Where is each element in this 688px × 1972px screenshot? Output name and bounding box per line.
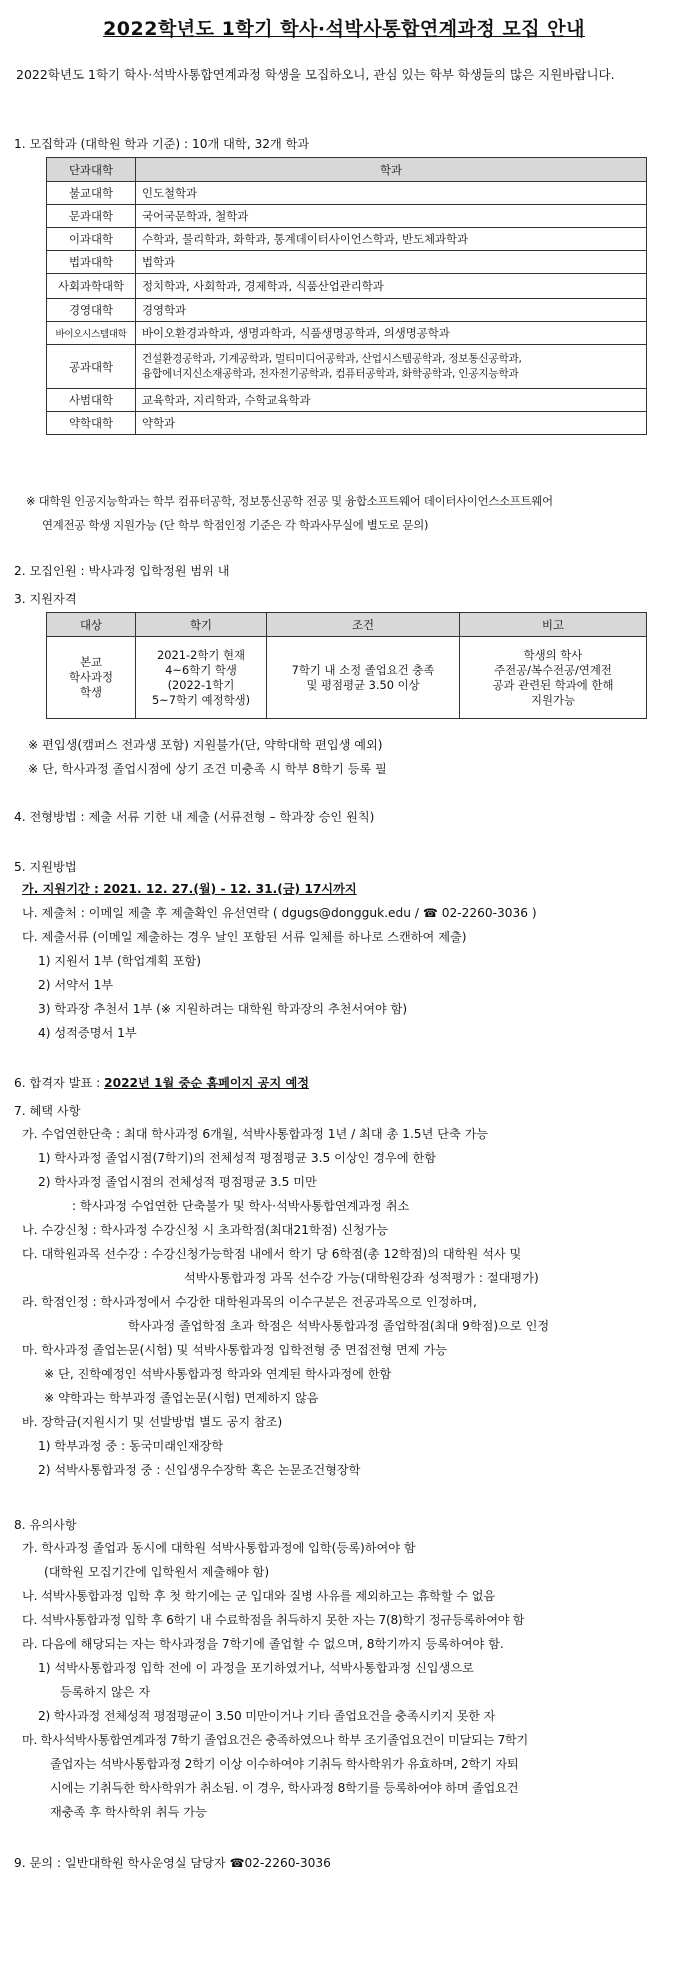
dept-line: 바이오환경과학과, 생명과학과, 식품생명공학과, 의생명공학과 [142,325,450,340]
benefit-line: 마. 학사과정 졸업논문(시험) 및 석박사통합과정 입학전형 중 면접전형 면제 가능 [22,1343,447,1357]
benefit-line: 석박사통합과정 과목 선수강 가능(대학원강좌 성적평가 : 절대평가) [184,1271,539,1285]
dept-line: 교육학과, 지리학과, 수학교육학과 [142,392,311,407]
caution-line: (대학원 모집기간에 입학원서 제출해야 함) [44,1565,270,1579]
announcement-label: 6. 합격자 발표 : [14,1076,105,1090]
section-4-heading: 4. 전형방법 : 제출 서류 기한 내 제출 (서류전형 – 학과장 승인 원칙) [14,810,375,824]
dept-cell [136,205,647,228]
remark-header: 비고 [460,613,647,637]
dept-line: 법학과 [142,254,176,269]
section-1-heading: 1. 모집학과 (대학원 학과 기준) : 10개 대학, 32개 학과 [14,137,310,151]
section-9-heading [14,1854,331,1871]
table-row [47,205,647,228]
benefit-line: 1) 학사과정 졸업시점(7학기)의 전체성적 평점평균 3.5 이상인 경우에 한함 [38,1151,437,1165]
application-period: 가. 지원기간 : 2021. 12. 27.(월) - 12. 31.(금) 17시까지 [22,882,357,896]
college-cell: 바이오시스템대학 [47,322,136,345]
cell-line: 학생 [79,685,102,699]
table-row [47,299,647,322]
contact-label: 9. 문의 : 일반대학원 학사운영실 담당자 [14,1856,230,1870]
target-header: 대상 [47,613,136,637]
section-6-heading [14,1074,309,1091]
document-item: 1) 지원서 1부 (학업계획 포함) [38,954,201,968]
submission-text: 나. 제출처 : 이메일 제출 후 제출확인 유선연락 ( dgugs@dongguk.edu / [22,906,423,920]
dept-cell [136,182,647,205]
caution-line: 다. 석박사통합과정 입학 후 6학기 내 수료학점을 취득하지 못한 자는 7(8)학기 정규등록하여야 함 [22,1613,525,1627]
college-cell: 경영대학 [47,299,136,322]
submission-phone: 02-2260-3036 ) [441,906,537,920]
departments-header-row [47,158,647,182]
cell-line: 주전공/복수전공/연계전 [494,662,612,677]
table-row [47,251,647,274]
caution-line: 2) 학사과정 전체성적 평점평균이 3.50 미만이거나 기타 졸업요건을 충족시키지 못한 자 [38,1709,496,1723]
phone-icon: ☎ [229,1856,245,1870]
benefit-line: 바. 장학금(지원시기 및 선발방법 별도 공지 참조) [22,1415,283,1429]
caution-line: 마. 학사석박사통합연계과정 7학기 졸업요건은 충족하였으나 학부 조기졸업요건이 미달되는 7학기 [22,1733,528,1747]
eligibility-header-row [47,613,647,637]
dept-cell [136,251,647,274]
benefit-line: 1) 학부과정 중 : 동국미래인재장학 [38,1439,224,1453]
dept-header: 학과 [136,158,647,182]
dept-cell [136,389,647,412]
s1-note-1: ※ 대학원 인공지능학과는 학부 컴퓨터공학, 정보통신공학 전공 및 융합소프트웨어 데이터사이언스소프트웨어 [26,494,553,508]
submission-info [22,904,537,921]
benefit-line: 2) 학사과정 졸업시점의 전체성적 평점평균 3.5 미만 [38,1175,317,1189]
table-row [47,228,647,251]
section-8-heading: 8. 유의사항 [14,1518,77,1532]
benefit-line: 2) 석박사통합과정 중 : 신입생우수장학 혹은 논문조건형장학 [38,1463,361,1477]
document-item: 4) 성적증명서 1부 [38,1026,137,1040]
table-row [47,182,647,205]
section-3-heading: 3. 지원자격 [14,592,77,606]
benefit-line: 나. 수강신청 : 학사과정 수강신청 시 초과학점(최대21학점) 신청가능 [22,1223,389,1237]
contact-phone: 02-2260-3036 [244,1856,331,1870]
dept-line: 수학과, 물리학과, 화학과, 통계데이터사이언스학과, 반도체과학과 [142,231,469,246]
caution-line: 시에는 기취득한 학사학위가 취소됨. 이 경우, 학사과정 8학기를 등록하여야 하며 졸업요건 [50,1781,519,1795]
table-row [47,389,647,412]
table-row [47,345,647,389]
dept-line: 정치학과, 사회학과, 경제학과, 식품산업관리학과 [142,278,384,293]
section-2-heading: 2. 모집인원 : 박사과정 입학정원 범위 내 [14,564,230,578]
dept-cell [136,274,647,299]
cell-line: 지원가능 [530,692,575,707]
documents-intro: 다. 제출서류 (이메일 제출하는 경우 날인 포함된 서류 일체를 하나로 스캔하여 제출) [22,930,467,944]
document-item: 2) 서약서 1부 [38,978,114,992]
departments-table [46,157,647,435]
college-cell: 사회과학대학 [47,274,136,299]
intro-paragraph: 2022학년도 1학기 학사·석박사통합연계과정 학생을 모집하오니, 관심 있는 학부 학생들의 많은 지원바랍니다. [16,67,615,82]
benefit-line: 학사과정 졸업학점 초과 학점은 석박사통합과정 졸업학점(최대 9학점)으로 인정 [128,1319,550,1333]
eligibility-table [46,612,647,719]
table-row [47,637,647,719]
college-cell: 문과대학 [47,205,136,228]
cell-line: 및 평점평균 3.50 이상 [306,677,420,692]
caution-line: 가. 학사과정 졸업과 동시에 대학원 석박사통합과정에 입학(등록)하여야 함 [22,1541,416,1555]
semester-cell [136,637,267,719]
college-cell: 공과대학 [47,345,136,389]
cell-line: 2021-2학기 현재 [157,647,245,662]
page-title: 2022학년도 1학기 학사·석박사통합연계과정 모집 안내 [103,18,585,40]
announcement-date: 2022년 1월 중순 홈페이지 공지 예정 [104,1076,310,1090]
benefit-line: 라. 학점인정 : 학사과정에서 수강한 대학원과목의 이수구분은 전공과목으로 인정하며, [22,1295,477,1309]
dept-cell [136,322,647,345]
caution-line: 나. 석박사통합과정 입학 후 첫 학기에는 군 입대와 질병 사유를 제외하고는 휴학할 수 없음 [22,1589,496,1603]
cell-line: 5~7학기 예정학생) [151,692,251,707]
section-7-heading: 7. 혜택 사항 [14,1104,81,1118]
cell-line: 학사과정 [68,670,113,684]
cell-line: 4~6학기 학생 [165,662,237,677]
s3-note-1: ※ 편입생(캠퍼스 전과생 포함) 지원불가(단, 약학대학 편입생 예외) [28,738,383,752]
document-item: 3) 학과장 추천서 1부 (※ 지원하려는 대학원 학과장의 추천서여야 함) [38,1002,408,1016]
college-cell: 약학대학 [47,412,136,435]
dept-cell [136,299,647,322]
cell-line: (2022-1학기 [167,677,235,692]
caution-line: 재충족 후 학사학위 취득 가능 [50,1805,207,1819]
condition-header: 조건 [267,613,460,637]
semester-header: 학기 [136,613,267,637]
dept-line: 인도철학과 [142,185,198,200]
benefit-line: : 학사과정 수업연한 단축불가 및 학사·석박사통합연계과정 취소 [72,1199,410,1213]
college-cell: 불교대학 [47,182,136,205]
s1-note-2: 연계전공 학생 지원가능 (단 학부 학점인정 기준은 각 학과사무실에 별도로 문의) [42,518,429,532]
college-cell: 이과대학 [47,228,136,251]
section-5-heading: 5. 지원방법 [14,860,77,874]
caution-line: 1) 석박사통합과정 입학 전에 이 과정을 포기하였거나, 석박사통합과정 신입생으로 [38,1661,474,1675]
benefit-line: ※ 단, 진학예정인 석박사통합과정 학과와 연계된 학사과정에 한함 [44,1367,392,1381]
benefit-line: 가. 수업연한단축 : 최대 학사과정 6개월, 석박사통합과정 1년 / 최대 총 1.5년 단축 가능 [22,1127,489,1141]
caution-line: 졸업자는 석박사통합과정 2학기 이상 이수하여야 기취득 학사학위가 유효하며, 2학기 자퇴 [50,1757,519,1771]
dept-line: 약학과 [142,415,176,430]
caution-line: 라. 다음에 해당되는 자는 학사과정을 7학기에 졸업할 수 없으며, 8학기까지 등록하여야 함. [22,1637,504,1651]
target-cell [47,637,136,719]
cell-line: 학생의 학사 [523,647,583,662]
dept-line: 융합에너지신소재공학과, 전자전기공학과, 컴퓨터공학과, 화학공학과, 인공지능학과 [142,367,519,380]
dept-cell [136,228,647,251]
dept-line: 건설환경공학과, 기계공학과, 멀티미디어공학과, 산업시스템공학과, 정보통신공학과, [142,352,522,365]
college-cell: 사범대학 [47,389,136,412]
college-header: 단과대학 [47,158,136,182]
table-row [47,274,647,299]
condition-cell [267,637,460,719]
benefit-line: 다. 대학원과목 선수강 : 수강신청가능학점 내에서 학기 당 6학점(총 12학점)의 대학원 석사 및 [22,1247,522,1261]
dept-cell [136,345,647,389]
benefit-line: ※ 약학과는 학부과정 졸업논문(시험) 면제하지 않음 [44,1391,319,1405]
s3-note-2: ※ 단, 학사과정 졸업시점에 상기 조건 미충족 시 학부 8학기 등록 필 [28,762,387,776]
cell-line: 7학기 내 소정 졸업요건 충족 [291,662,435,677]
table-row [47,322,647,345]
caution-line: 등록하지 않은 자 [60,1685,151,1699]
cell-line: 본교 [79,655,102,669]
phone-icon: ☎ [422,906,438,920]
college-cell: 법과대학 [47,251,136,274]
table-row [47,412,647,435]
dept-line: 국어국문학과, 철학과 [142,208,249,223]
dept-cell [136,412,647,435]
cell-line: 공과 관련된 학과에 한해 [492,677,614,692]
remark-cell [460,637,647,719]
dept-line: 경영학과 [142,302,187,317]
